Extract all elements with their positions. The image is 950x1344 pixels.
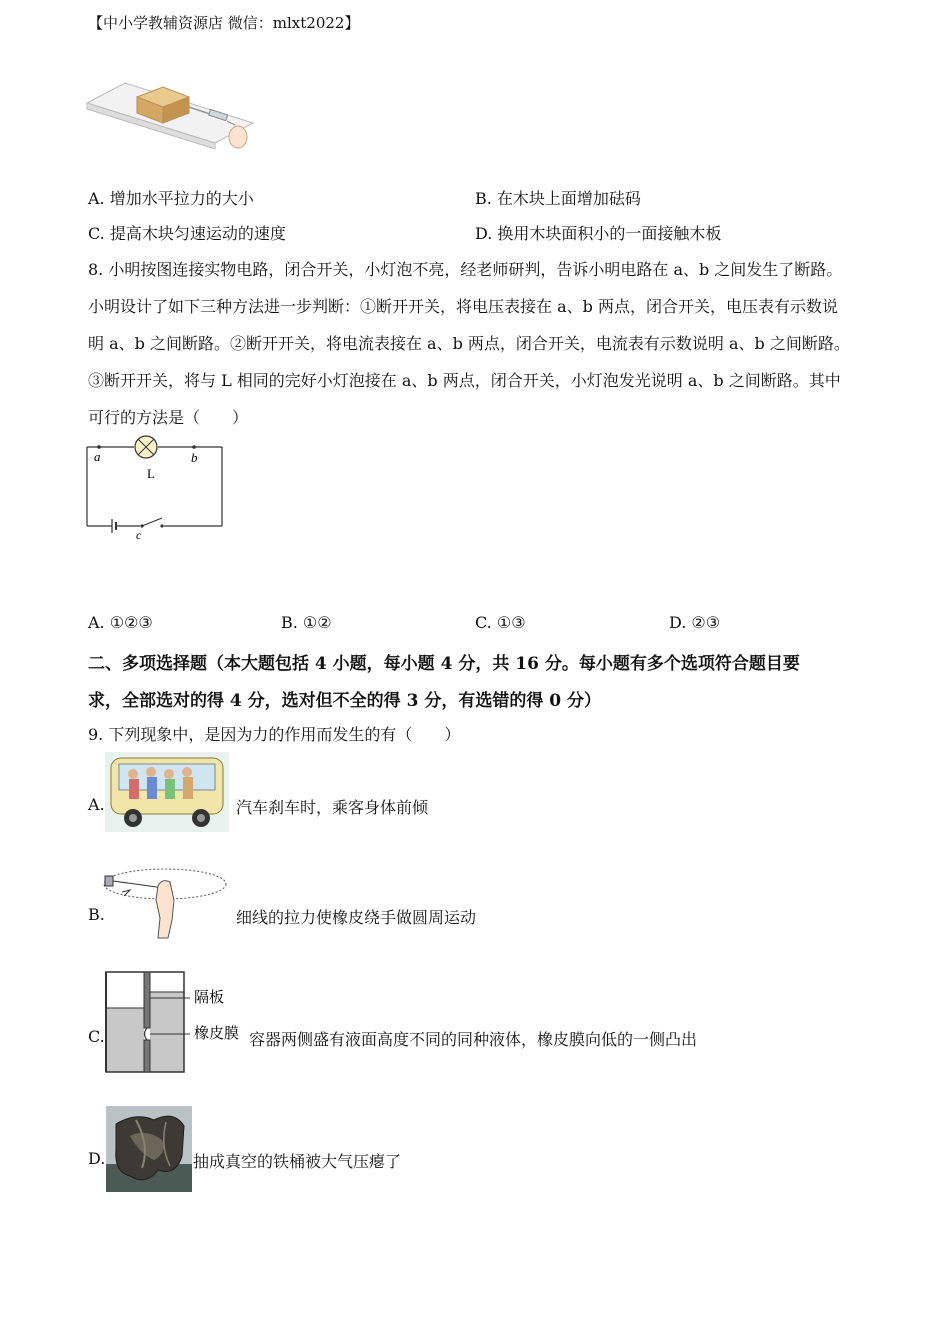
hand-icon bbox=[156, 881, 174, 938]
q8-option-c: C. ①③ bbox=[475, 613, 526, 632]
header-watermark: 【中小学教辅资源店 微信：mlxt2022】 bbox=[88, 14, 360, 32]
section2-heading-2: 求，全部选对的得 4 分，选对但不全的得 3 分，有选错的得 0 分） bbox=[88, 691, 601, 711]
q7-option-d: D. 换用木块面积小的一面接触木板 bbox=[475, 224, 722, 243]
q9-option-d-text: 抽成真空的铁桶被大气压瘪了 bbox=[193, 1152, 402, 1171]
crushed-barrel-figure bbox=[106, 1106, 192, 1192]
label-a: a bbox=[94, 449, 101, 464]
q8-option-b: B. ①② bbox=[281, 613, 332, 632]
label-membrane: 橡皮膜 bbox=[194, 1024, 240, 1042]
q7-option-b: B. 在木块上面增加砝码 bbox=[475, 189, 641, 208]
bus-passengers-figure bbox=[105, 752, 229, 832]
eraser-icon bbox=[105, 876, 113, 886]
q8-option-d: D. ②③ bbox=[669, 613, 721, 632]
q9-option-b-letter: B. bbox=[88, 905, 105, 924]
container-partition-figure bbox=[104, 968, 244, 1076]
eraser-circular-motion-figure bbox=[100, 860, 230, 940]
q8-line-2: 小明设计了如下三种方法进一步判断：①断开开关，将电压表接在 a、b 两点，闭合开关，电压表有示数说 bbox=[88, 297, 838, 316]
circuit-diagram bbox=[82, 432, 232, 544]
label-L: L bbox=[147, 466, 155, 481]
section2-heading-1: 二、多项选择题（本大题包括 4 小题，每小题 4 分，共 16 分。每小题有多个选项符合题目要 bbox=[88, 654, 800, 674]
q8-line-1: 8. 小明按图连接实物电路，闭合开关，小灯泡不亮，经老师研判，告诉小明电路在 a、b 之间发生了断路。 bbox=[88, 260, 843, 279]
q8-line-5: 可行的方法是（ ） bbox=[88, 408, 249, 427]
q9-option-c-letter: C. bbox=[88, 1027, 105, 1046]
q7-option-a: A. 增加水平拉力的大小 bbox=[88, 189, 254, 208]
membrane-icon bbox=[145, 1028, 148, 1040]
block-on-board-figure bbox=[85, 75, 255, 160]
q9-option-c-text: 容器两侧盛有液面高度不同的同种液体，橡皮膜向低的一侧凸出 bbox=[249, 1030, 698, 1049]
q9-stem: 9. 下列现象中，是因为力的作用而发生的有（ ） bbox=[88, 725, 461, 744]
label-partition: 隔板 bbox=[194, 988, 225, 1006]
q7-option-c: C. 提高木块匀速运动的速度 bbox=[88, 224, 286, 243]
q8-line-4: ③断开开关，将与 L 相同的完好小灯泡接在 a、b 两点，闭合开关，小灯泡发光说明 a、b 之间断路。其中 bbox=[88, 371, 841, 390]
q8-option-a: A. ①②③ bbox=[88, 613, 153, 632]
label-c: c bbox=[136, 528, 142, 542]
q9-option-b-text: 细线的拉力使橡皮绕手做圆周运动 bbox=[236, 908, 477, 927]
q9-option-a-letter: A. bbox=[88, 795, 105, 814]
q9-option-a-text: 汽车刹车时，乘客身体前倾 bbox=[236, 798, 429, 817]
label-b: b bbox=[191, 450, 198, 465]
q8-line-3: 明 a、b 之间断路。②断开开关，将电流表接在 a、b 两点，闭合开关，电流表有示数说明 a、b 之间断路。 bbox=[88, 334, 850, 353]
q9-option-d-letter: D. bbox=[88, 1149, 106, 1168]
